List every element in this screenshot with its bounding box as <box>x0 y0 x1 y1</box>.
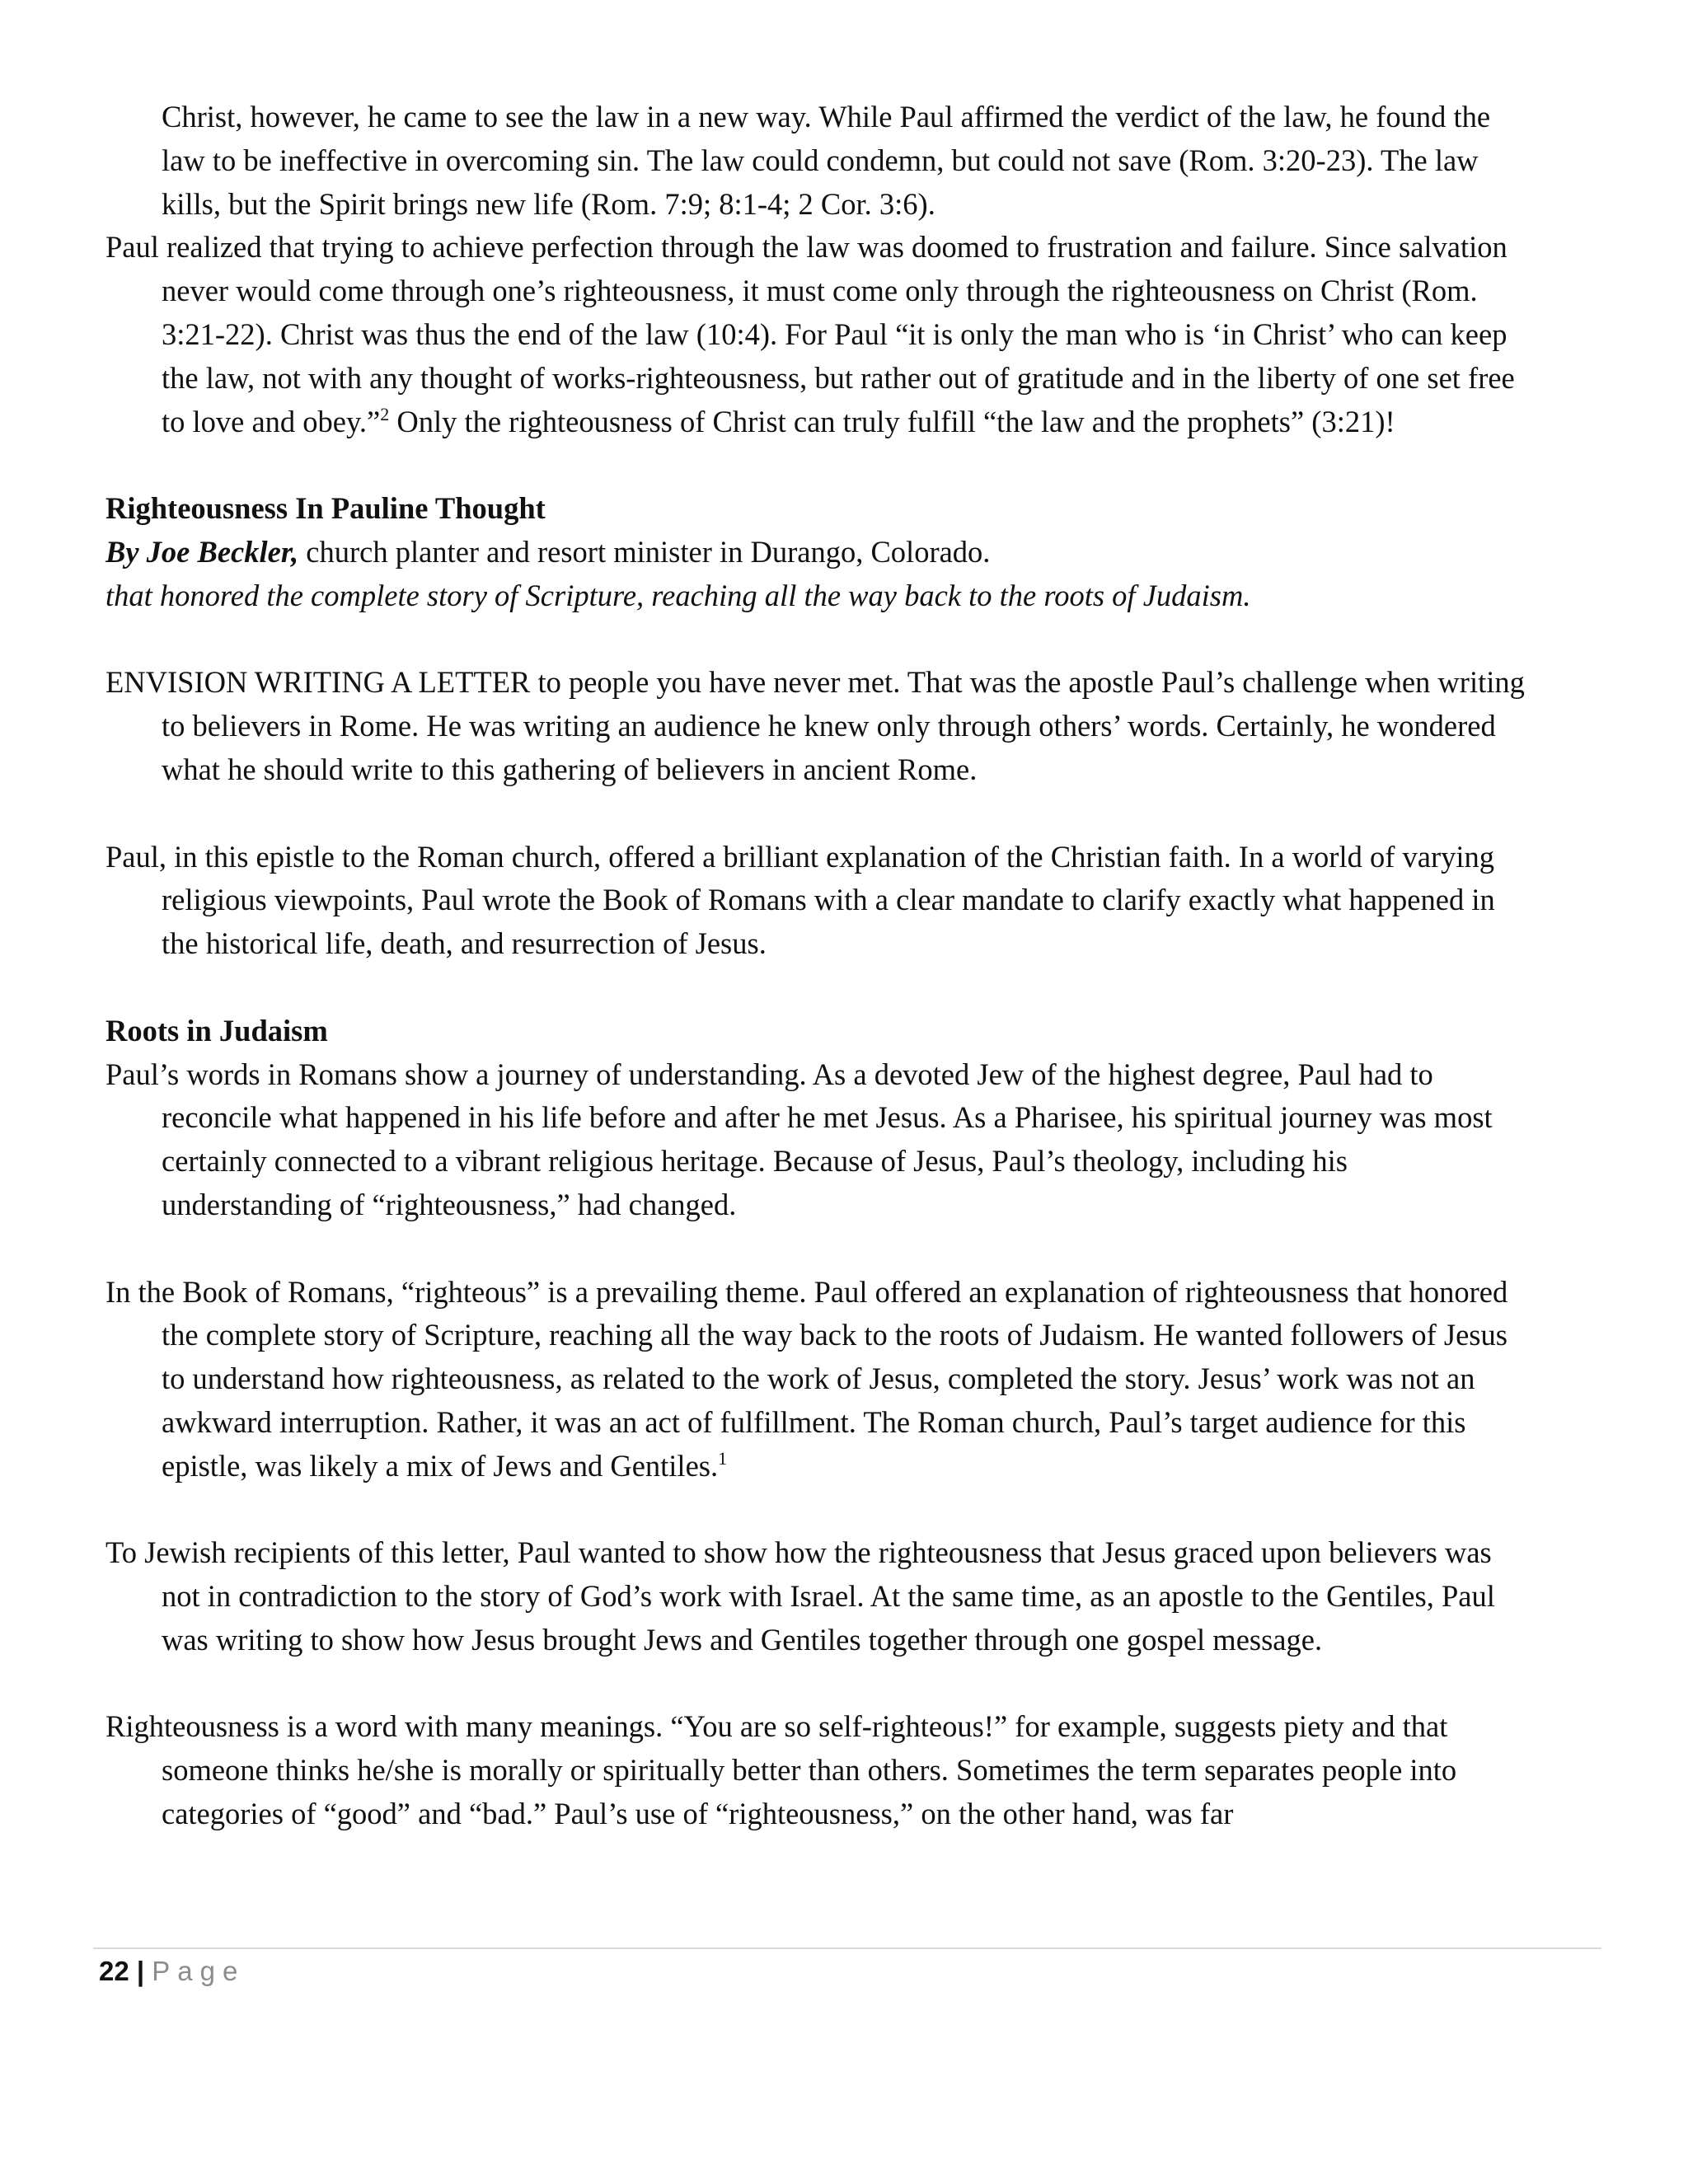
italic-pullquote: that honored the complete story of Scripture, reaching all the way back to the roots of Judaism. <box>106 578 1251 612</box>
spacer <box>106 966 1525 1010</box>
paragraph-theme-text: In the Book of Romans, “righteous” is a prevailing theme. Paul offered an explanation of righteousness that honored the complete story of Scripture, reaching all the way back to the roots of Judaism. He wanted followers of Jesus to understand how righteousness, as related to the work of Jesus, completed the story. Jesus’ work was not an awkward interruption. Rather, it was an act of fulfillment. The Roman church, Paul’s target audience for this epistle, was likely a mix of Jews and Gentiles. <box>106 1274 1508 1483</box>
section-heading: Roots in Judaism <box>106 1013 328 1047</box>
continuation-paragraph: Christ, however, he came to see the law in a new way. While Paul affirmed the verdict of the law, he found the law to be ineffective in overcoming sin. The law could condemn, but could not save (Rom. 3:20-23). The law kills, but the Spirit brings new life (Rom. 7:9; 8:1-4; 2 Cor. 3:6). <box>162 100 1491 221</box>
paragraph-law <box>106 226 1525 443</box>
page-footer <box>99 1953 245 1990</box>
spacer <box>106 1488 1525 1532</box>
page-label: Page <box>152 1956 246 1986</box>
footnote-marker-2: 2 <box>380 403 390 424</box>
byline-author: By Joe Beckler, <box>106 534 299 569</box>
footnote-marker-1: 1 <box>718 1447 728 1469</box>
spacer <box>106 1227 1525 1271</box>
byline-description: church planter and resort minister in Durango, Colorado. <box>298 534 991 569</box>
paragraph-law-text-end: Only the righteousness of Christ can truly fulfill “the law and the prophets” (3:21)! <box>389 404 1395 438</box>
article-title: Righteousness In Pauline Thought <box>106 491 546 526</box>
spacer <box>106 792 1525 836</box>
spacer <box>106 443 1525 487</box>
paragraph-theme <box>106 1271 1525 1488</box>
spacer <box>106 1662 1525 1706</box>
spacer <box>106 618 1525 662</box>
footer-divider <box>93 1947 1601 1949</box>
page-body <box>106 96 1525 1836</box>
byline <box>106 531 1525 574</box>
paragraph-epistle: Paul, in this epistle to the Roman church, offered a brilliant explanation of the Christian faith. In a world of varying religious viewpoints, Paul wrote the Book of Romans with a clear mandate to clarify exactly what happened in the historical life, death, and resurrection of Jesus. <box>106 839 1495 961</box>
paragraph-law-text: Paul realized that trying to achieve perfection through the law was doomed to frustration and failure. Since salvation never would come through one’s righteousness, it must come only through the righteousness on Christ (Rom. 3:21-22). Christ was thus the end of the law (10:4). For Paul “it is only the man who is ‘in Christ’ who can keep the law, not with any thought of works-righteousness, but rather out of gratitude and in the liberty of one set free to love and obey.” <box>106 230 1515 438</box>
page-number: 22 <box>99 1956 129 1986</box>
paragraph-meanings: Righteousness is a word with many meanings. “You are so self-righteous!” for example, suggests piety and that someone thinks he/she is morally or spiritually better than others. Sometimes the term separates people into categories of “good” and “bad.” Paul’s use of “righteousness,” on the other hand, was far <box>106 1709 1457 1831</box>
paragraph-jewish: To Jewish recipients of this letter, Paul wanted to show how the righteousness that Jesus graced upon believers was not in contradiction to the story of God’s work with Israel. At the same time, as an apostle to the Gentiles, Paul was writing to show how Jesus brought Jews and Gentiles together through one gospel message. <box>106 1535 1495 1657</box>
paragraph-envision: ENVISION WRITING A LETTER to people you have never met. That was the apostle Paul’s challenge when writing to believers in Rome. He was writing an audience he knew only through others’ words. Certainly, he wondered what he should write to this gathering of believers in ancient Rome. <box>106 665 1525 786</box>
page-separator: | <box>136 1956 145 1986</box>
paragraph-journey: Paul’s words in Romans show a journey of understanding. As a devoted Jew of the highest degree, Paul had to reconcile what happened in his life before and after he met Jesus. As a Pharisee, his spiritual journey was most certainly connected to a vibrant religious heritage. Because of Jesus, Paul’s theology, including his understanding of “righteousness,” had changed. <box>106 1057 1493 1221</box>
